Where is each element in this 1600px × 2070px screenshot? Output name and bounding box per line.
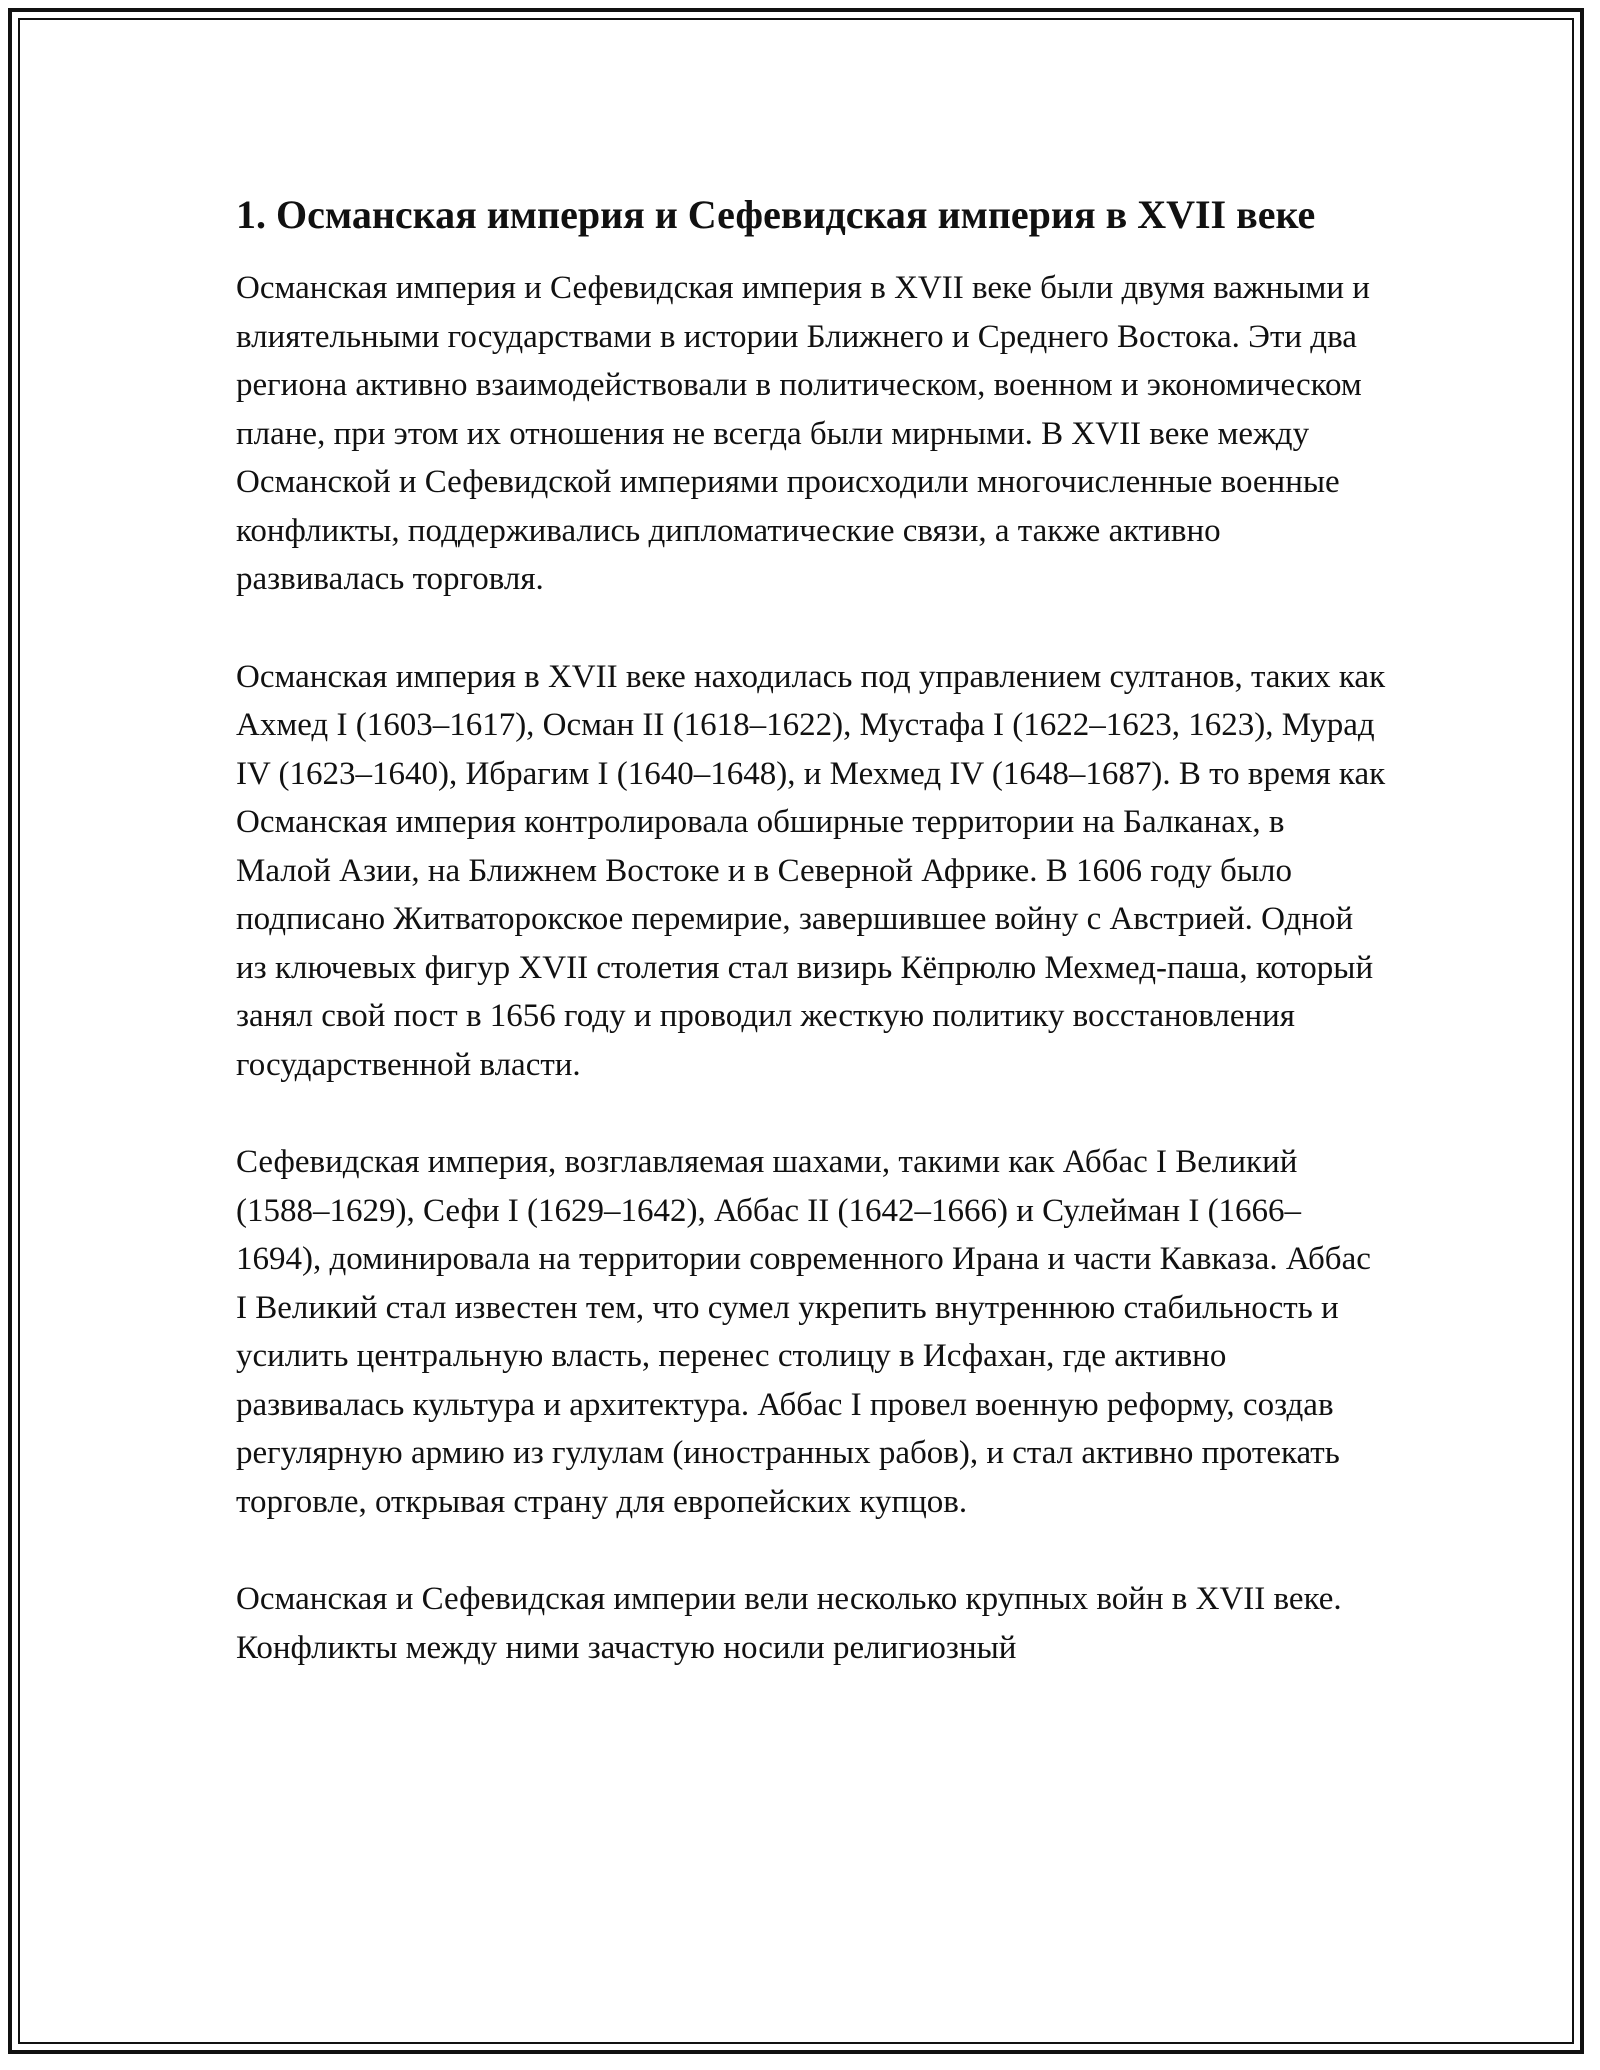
paragraph-4: Османская и Сефевидская империи вели несколько крупных войн в XVII веке. Конфликты между ними зачастую носили религиозный [236,1581,1342,1666]
paragraph-3: Сефевидская империя, возглавляемая шахами, такими как Аббас I Великий (1588–1629), Сефи I (1629–1642), Аббас II (1642–1666) и Сулейман I (1666–1694), доминировала на территории современного Ирана и части Кавказа. Аббас I Великий стал известен тем, что сумел укрепить внутреннюю стабильность и усилить центральную власть, перенес столицу в Исфахан, где активно развивалась культура и архитектура. Аббас I провел военную реформу, создав регулярную армию из гулулам (иностранных рабов), и стал активно протекать торговле, открывая страну для европейских купцов. [236,1144,1371,1520]
paragraph-2: Османская империя в XVII веке находилась под управлением султанов, таких как Ахмед I (1603–1617), Осман II (1618–1622), Мустафа I (1622–1623, 1623), Мурад IV (1623–1640), Ибрагим I (1640–1648), и Мехмед IV (1648–1687). В то время как Османская империя контролировала обширные территории на Балканах, в Малой Азии, на Ближнем Востоке и в Северной Африке. В 1606 году было подписано Житваторокское перемирие, завершившее войну с Австрией. Одной из ключевых фигур XVII столетия стал визирь Кёпрюлю Мехмед-паша, который занял свой пост в 1656 году и проводил жесткую политику восстановления государственной власти. [236,658,1386,1083]
document-body [236,188,1386,1721]
section-heading: 1. Османская империя и Сефевидская империя в XVII веке [236,192,1316,237]
paragraph-1: Османская империя и Сефевидская империя в XVII веке были двумя важными и влиятельными государствами в истории Ближнего и Среднего Востока. Эти два региона активно взаимодействовали в политическом, военном и экономическом плане, при этом их отношения не всегда были мирными. В XVII веке между Османской и Сефевидской империями происходили многочисленные военные конфликты, поддерживались дипломатические связи, а также активно развивалась торговля. [236,270,1370,597]
